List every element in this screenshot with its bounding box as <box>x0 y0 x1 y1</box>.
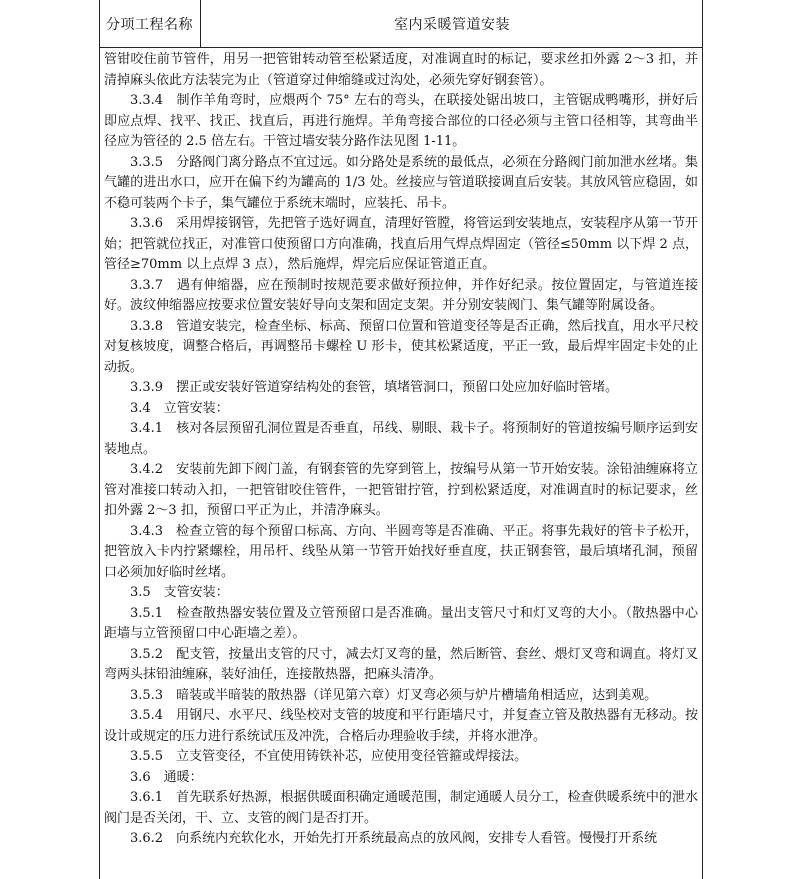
paragraph-3-3-5: 3.3.5 分路阀门离分路点不宜过远。如分路处是系统的最低点，必须在分路阀门前加泄水丝堵。集气罐的进出水口，应开在偏下约为罐高的 1/3 处。丝接应与管道联接调直后安装。其放风管应稳固，如不稳可装两个卡子，集气罐位于系统末端时，应装托、吊卡。 <box>104 154 698 211</box>
paragraph-3-3-4: 3.3.4 制作羊角弯时，应煨两个 75° 左右的弯头，在联接处锯出坡口，主管锯成鸭嘴形，拼好后即应点焊、找平、找正、找直后，再进行施焊。羊角弯接合部位的口径必须与主管口径相等，其弯曲半径应为管径的 2.5 倍左右。干管过墙安装分路作法见图 1-11。 <box>104 93 698 149</box>
paragraph-3-3-7: 3.3.7 遇有伸缩器，应在预制时按规范要求做好预拉伸，并作好纪录。按位置固定，与管道连接好。波纹伸缩器应按要求位置安装好导向支架和固定支架。并分别安装阀门、集气罐等附属设备。 <box>104 277 698 313</box>
paragraph-3-4-2: 3.4.2 安装前先卸下阀门盖，有钢套管的先穿到管上，按编号从第一节开始安装。涂铅油缠麻将立管对准接口转动入扣，一把管钳咬住管件，一把管钳拧管，拧到松紧适度，对准调直时的标记要求，丝扣外露 2～3 扣，预留口平正为止，并清净麻头。 <box>104 462 698 518</box>
paragraph-3-3-6: 3.3.6 采用焊接钢管，先把管子选好调直，清理好管膛，将管运到安装地点，安装程序从第一节开始；把管就位找正，对准管口使预留口方向准确，找直后用气焊点焊固定（管径≤50mm 以下焊 2 点，管径≥70mm 以上点焊 3 点），然后施焊，焊完后应保证管道正直。 <box>104 216 698 272</box>
document-body <box>104 50 698 850</box>
paragraph-continuation: 管钳咬住前节管件，用另一把管钳转动管至松紧适度，对准调直时的标记，要求丝扣外露 2～3 扣，并清掉麻头依此方法装完为止（管道穿过伸缩缝或过沟处，必须先穿好钢套管）。 <box>104 52 698 88</box>
section-heading-3-6: 3.6 通暖： <box>130 769 203 785</box>
section-heading-3-4: 3.4 立管安装： <box>130 400 229 416</box>
paragraph-3-3-9: 3.3.9 摆正或安装好管道穿结构处的套管，填堵管洞口，预留口处应加好临时管堵。 <box>130 380 619 395</box>
paragraph-3-6-1: 3.6.1 首先联系好热源，根据供暖面积确定通暖范围，制定通暖人员分工，检查供暖系统中的泄水阀门是否关闭，干、立、支管的阀门是否打开。 <box>104 790 698 826</box>
paragraph-3-5-2: 3.5.2 配支管，按量出支管的尺寸，减去灯叉弯的量，然后断管、套丝、煨灯叉弯和调直。将灯叉弯两头抹铅油缠麻，装好油任，连接散热器，把麻头清净。 <box>104 646 698 682</box>
paragraph-3-3-8: 3.3.8 管道安装完，检查坐标、标高、预留口位置和管道变径等是否正确，然后找直，用水平尺校对复核坡度，调整合格后，再调整吊卡螺栓 U 形卡，使其松紧适度，平正一致，最后焊牢固定卡处的止动扳。 <box>104 318 698 375</box>
section-heading-3-5: 3.5 支管安装： <box>130 585 229 600</box>
paragraph-3-4-3: 3.4.3 检查立管的每个预留口标高、方向、半圆弯等是否准确、平正。将事先栽好的管卡子松开，把管放入卡内拧紧螺栓，用吊杆、线坠从第一节管开始找好垂直度，扶正钢套管，最后填堵孔洞，预留口必须加好临时丝堵。 <box>104 523 698 580</box>
paragraph-3-5-1: 3.5.1 检查散热器安装位置及立管预留口是否准确。量出支管尺寸和灯叉弯的大小。（散热器中心距墙与立管预留口中心距墙之差）。 <box>104 605 698 641</box>
subproject-title: 室内采暖管道安装 <box>394 16 510 33</box>
paragraph-3-6-2: 3.6.2 向系统内充软化水，开始先打开系统最高点的放风阀，安排专人看管。慢慢打开系统 <box>130 831 658 846</box>
paragraph-3-4-1: 3.4.1 核对各层预留孔洞位置是否垂直，吊线、剔眼、栽卡子。将预制好的管道按编号顺序运到安装地点。 <box>104 421 698 457</box>
table-header <box>99 0 703 48</box>
paragraph-3-5-3: 3.5.3 暗装或半暗装的散热器（详见第六章）灯叉弯必须与炉片槽墙角相适应，达到美观。 <box>130 687 658 703</box>
paragraph-3-5-4: 3.5.4 用钢尺、水平尺、线坠校对支管的坡度和平行距墙尺寸，并复查立管及散热器有无移动。按设计或规定的压力进行系统试压及冲洗，合格后办理验收手续，并将水泄净。 <box>104 708 698 744</box>
subproject-name-label: 分项工程名称 <box>99 0 201 47</box>
paragraph-3-5-5: 3.5.5 立支管变径，不宜使用铸铁补芯，应使用变径管箍或焊接法。 <box>130 749 528 764</box>
